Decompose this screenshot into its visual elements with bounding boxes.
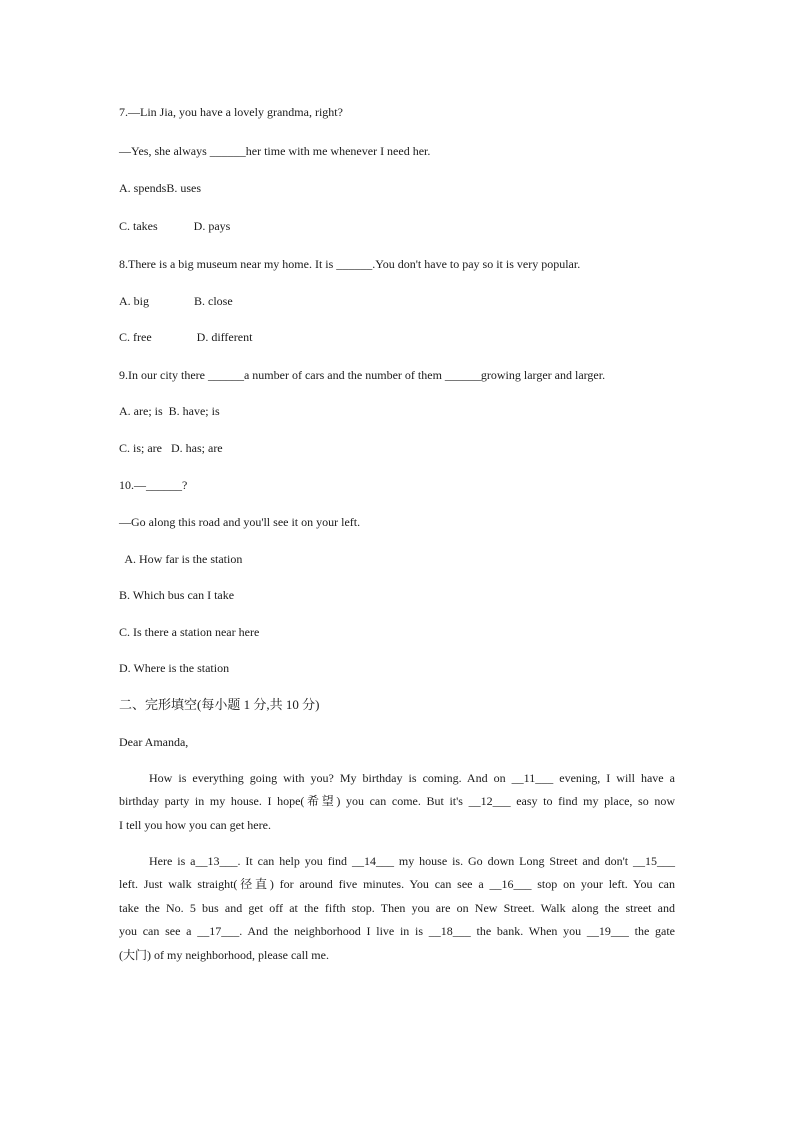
paragraph-2-line-4: you can see a __17___. And the neighborhood I live in is __18___ the bank. When you __19___ the gate xyxy=(119,924,675,939)
q7-stem-reply: —Yes, she always ______her time with me whenever I need her. xyxy=(119,144,431,158)
paragraph-2-line-5: (大门) of my neighborhood, please call me. xyxy=(119,947,329,962)
q9-options-row2: C. is; are D. has; are xyxy=(119,441,223,455)
paragraph-1-line-1: How is everything going with you? My birthday is coming. And on __11___ evening, I will have a xyxy=(149,771,675,785)
q10-option-c: C. Is there a station near here xyxy=(119,625,260,639)
paragraph-2-line-1: Here is a__13___. It can help you find __14___ my house is. Go down Long Street and don't __15___ xyxy=(149,854,675,868)
paragraph-2-line-3: take the No. 5 bus and get off at the fifth stop. Then you are on New Street. Walk along the street and xyxy=(119,900,675,915)
q7-stem: 7.—Lin Jia, you have a lovely grandma, right? xyxy=(119,105,343,119)
q10-option-a: A. How far is the station xyxy=(119,552,243,566)
q7-options-row1: A. spendsB. uses xyxy=(119,181,202,195)
letter-paragraph-1 xyxy=(119,767,675,837)
q9-stem: 9.In our city there ______a number of cars and the number of them ______growing larger and larger. xyxy=(119,368,606,382)
paragraph-1-line-3: I tell you how you can get here. xyxy=(119,817,271,832)
q7-options-row2: C. takes D. pays xyxy=(119,219,231,233)
letter-paragraph-2 xyxy=(119,850,675,967)
q10-option-d: D. Where is the station xyxy=(119,661,230,675)
paragraph-1-line-2: birthday party in my house. I hope(希望) you can come. But it's __12___ easy to find my place, so now xyxy=(119,794,675,809)
q8-stem: 8.There is a big museum near my home. It is ______.You don't have to pay so it is very popular. xyxy=(119,257,581,271)
q10-option-b: B. Which bus can I take xyxy=(119,588,235,602)
q9-options-row1: A. are; is B. have; is xyxy=(119,404,220,418)
section-heading: 二、完形填空(每小题 1 分,共 10 分) xyxy=(119,697,320,712)
q8-options-row1: A. big B. close xyxy=(119,294,233,308)
q8-options-row2: C. free D. different xyxy=(119,330,253,344)
q10-stem: 10.—______? xyxy=(119,478,188,492)
q10-stem-reply: —Go along this road and you'll see it on your left. xyxy=(119,515,361,529)
letter-salutation: Dear Amanda, xyxy=(119,735,189,749)
paragraph-2-line-2: left. Just walk straight(径直) for around five minutes. You can see a __16___ stop on your left. You can xyxy=(119,877,675,892)
